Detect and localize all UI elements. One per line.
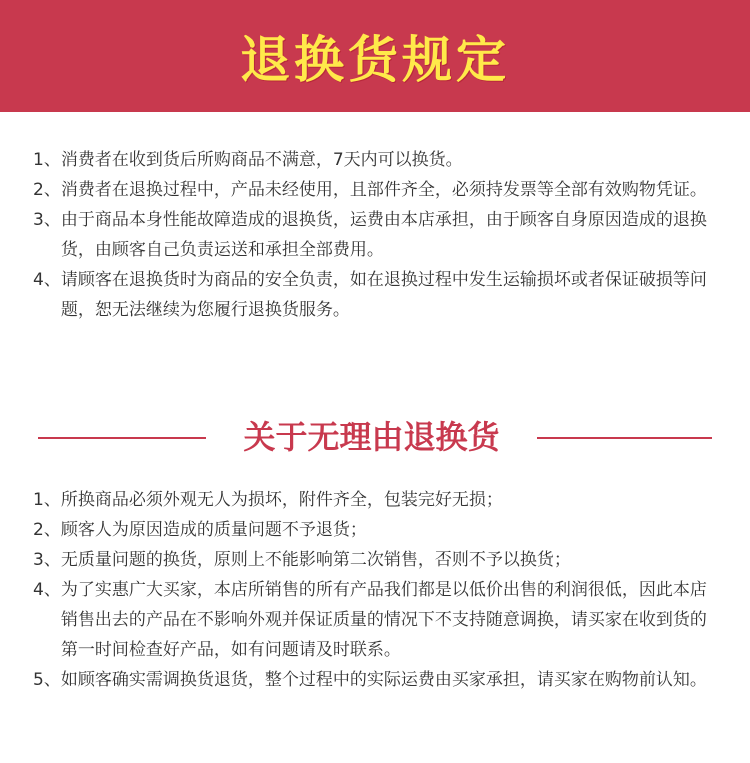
item-text: 消费者在退换过程中，产品未经使用，且部件齐全，必须持发票等全部有效购物凭证。 bbox=[60, 180, 707, 200]
list-item bbox=[33, 485, 723, 515]
item-number: 3、 bbox=[33, 210, 61, 230]
item-text: 由于商品本身性能故障造成的退换货，运费由本店承担，由于顾客自身原因造成的退换货，由顾客自己负责运送和承担全部费用。 bbox=[60, 210, 707, 260]
list-item bbox=[33, 265, 723, 325]
item-number: 5、 bbox=[33, 670, 61, 690]
item-number: 4、 bbox=[33, 580, 61, 600]
list-item bbox=[33, 545, 723, 575]
item-text: 无质量问题的换货，原则上不能影响第二次销售，否则不予以换货； bbox=[60, 550, 571, 570]
list-item bbox=[33, 515, 723, 545]
list-item bbox=[33, 205, 723, 265]
section-heading bbox=[0, 412, 750, 462]
item-number: 1、 bbox=[33, 490, 61, 510]
divider-left bbox=[38, 437, 206, 439]
item-number: 3、 bbox=[33, 550, 61, 570]
list-item bbox=[33, 175, 723, 205]
list-item bbox=[33, 665, 723, 695]
return-rules-list bbox=[33, 145, 723, 325]
item-text: 如顾客确实需调换货退货，整个过程中的实际运费由买家承担，请买家在购物前认知。 bbox=[60, 670, 707, 690]
item-number: 2、 bbox=[33, 520, 61, 540]
item-text: 所换商品必须外观无人为损坏，附件齐全，包装完好无损； bbox=[60, 490, 503, 510]
item-number: 1、 bbox=[33, 150, 61, 170]
item-text: 顾客人为原因造成的质量问题不予退货； bbox=[60, 520, 367, 540]
item-text: 请顾客在退换货时为商品的安全负责，如在退换过程中发生运输损坏或者保证破损等问题，恕无法继续为您履行退换货服务。 bbox=[60, 270, 707, 320]
item-number: 4、 bbox=[33, 270, 61, 290]
item-text: 为了实惠广大买家，本店所销售的所有产品我们都是以低价出售的利润很低，因此本店销售出去的产品在不影响外观并保证质量的情况下不支持随意调换，请买家在收到货的第一时间检查好产品，如有问题请及时联系。 bbox=[60, 580, 707, 660]
item-number: 2、 bbox=[33, 180, 61, 200]
section-title: 关于无理由退换货 bbox=[243, 418, 500, 456]
no-reason-rules-list bbox=[33, 485, 723, 695]
page-title: 退换货规定 bbox=[240, 31, 510, 89]
divider-right bbox=[537, 437, 712, 439]
list-item bbox=[33, 575, 723, 665]
header-banner bbox=[0, 0, 750, 112]
list-item bbox=[33, 145, 723, 175]
item-text: 消费者在收到货后所购商品不满意，7天内可以换货。 bbox=[60, 150, 463, 170]
